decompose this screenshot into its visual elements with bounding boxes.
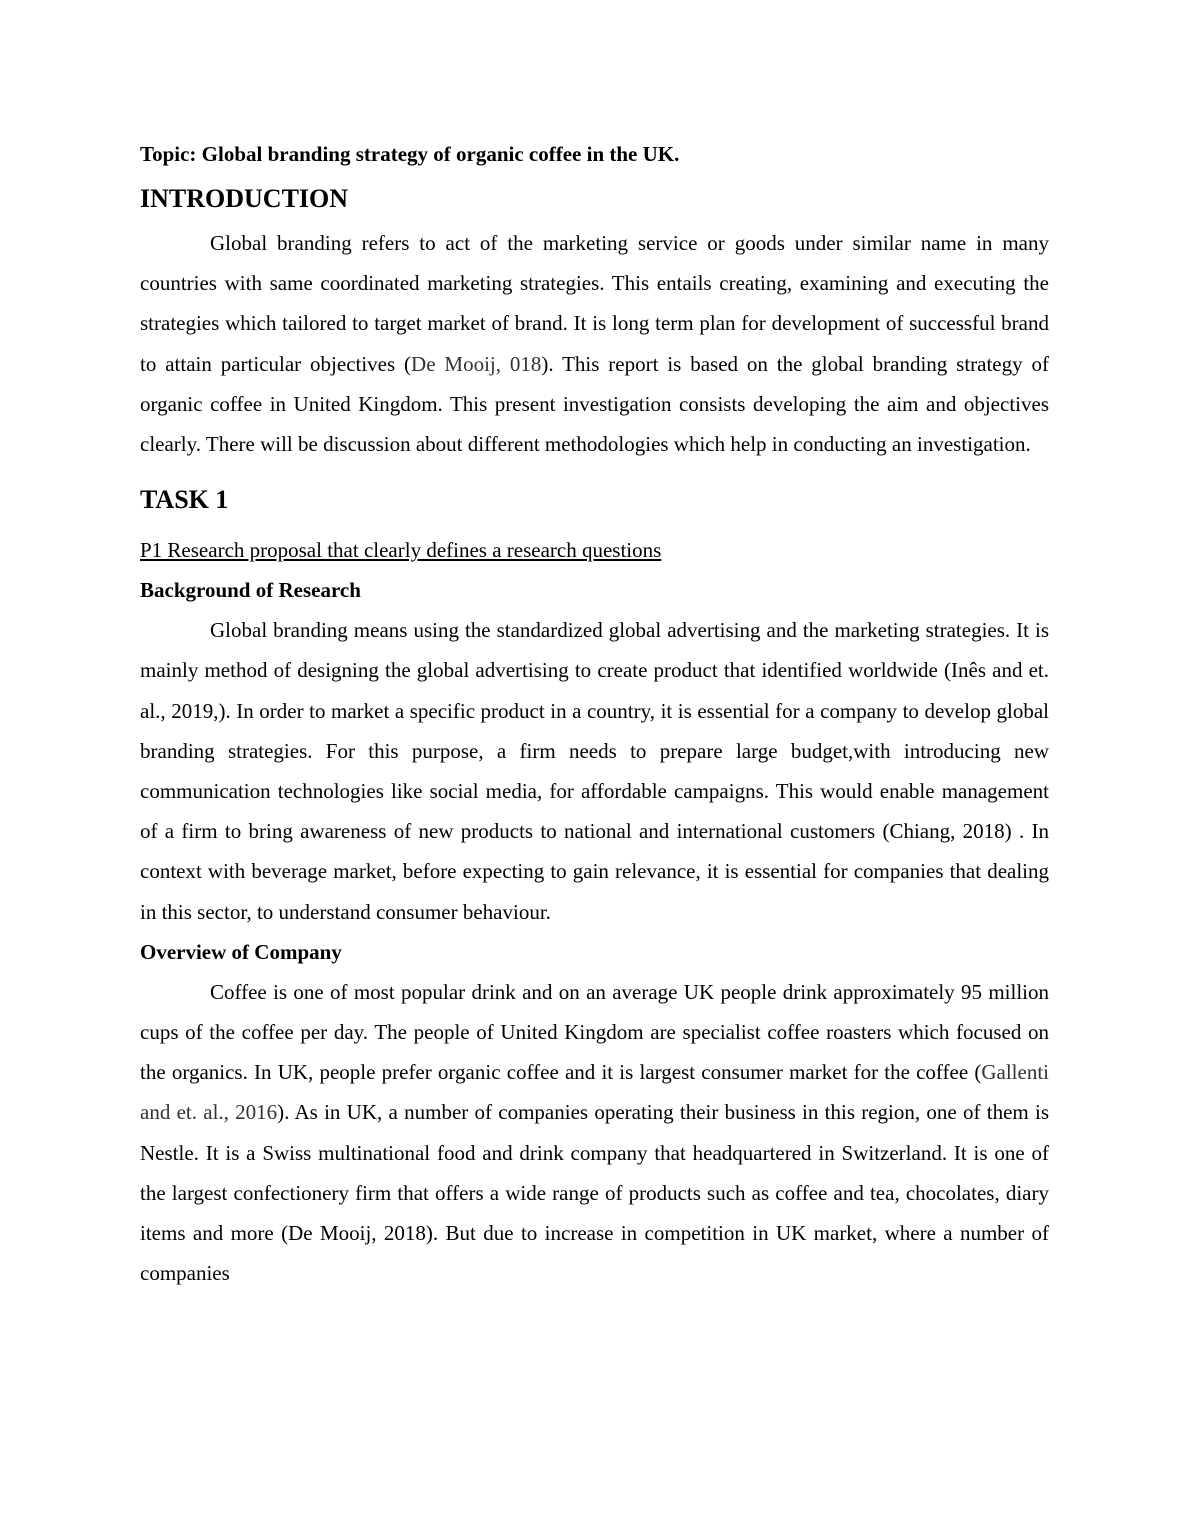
background-heading: Background of Research xyxy=(140,578,361,603)
overview-citation: Gallenti and et. al., 2016 xyxy=(140,1060,1049,1125)
overview-heading: Overview of Company xyxy=(140,939,342,964)
introduction-text-part1: Global branding refers to act of the marketing service or goods under similar name in many countries with same coordinated marketing strategies. This entails creating, examining and executing the strategies which tailored to target market of brand. It is long term plan for development of successful brand to attain particular objectives ( xyxy=(140,231,1049,376)
introduction-citation: De Mooij, 018 xyxy=(411,351,542,376)
overview-text-part2: ). As in UK, a number of companies operating their business in this region, one of them is Nestle. It is a Swiss multinational food and drink company that headquartered in Switzerland. It is one of the largest confectionery firm that offers a wide range of products such as coffee and tea, chocolates, diary items and more (De Mooij, 2018). But due to increase in competition in UK market, where a number of companies xyxy=(140,1100,1049,1286)
document-page xyxy=(140,138,1049,1293)
overview-paragraph xyxy=(140,972,1049,1294)
background-paragraph: Global branding means using the standardized global advertising and the marketing strategies. It is mainly method of designing the global advertising to create product that identified worldwide (Inês and et. al., 2019,). In order to market a specific product in a country, it is essential for a company to develop global branding strategies. For this purpose, a firm needs to prepare large budget,with introducing new communication technologies like social media, for affordable campaigns. This would enable management of a firm to bring awareness of new products to national and international customers (Chiang, 2018) . In context with beverage market, before expecting to gain relevance, it is essential for companies that dealing in this sector, to understand consumer behaviour. xyxy=(140,618,1049,924)
introduction-paragraph xyxy=(140,223,1049,464)
introduction-text-part2: ). This report is based on the global branding strategy of organic coffee in United Kingdom. This present investigation consists developing the aim and objectives clearly. There will be discussion about different methodologies which help in conducting an investigation. xyxy=(140,351,1049,457)
document-topic: Topic: Global branding strategy of organic coffee in the UK. xyxy=(140,142,680,166)
task1-heading: TASK 1 xyxy=(140,485,229,515)
overview-text-part1: Coffee is one of most popular drink and on an average UK people drink approximately 95 million cups of the coffee per day. The people of United Kingdom are specialist coffee roasters which focused on the organics. In UK, people prefer organic coffee and it is largest consumer market for the coffee ( xyxy=(140,979,1049,1085)
introduction-heading: INTRODUCTION xyxy=(140,184,349,213)
p1-research-proposal-title: P1 Research proposal that clearly defines a research questions xyxy=(140,538,662,563)
